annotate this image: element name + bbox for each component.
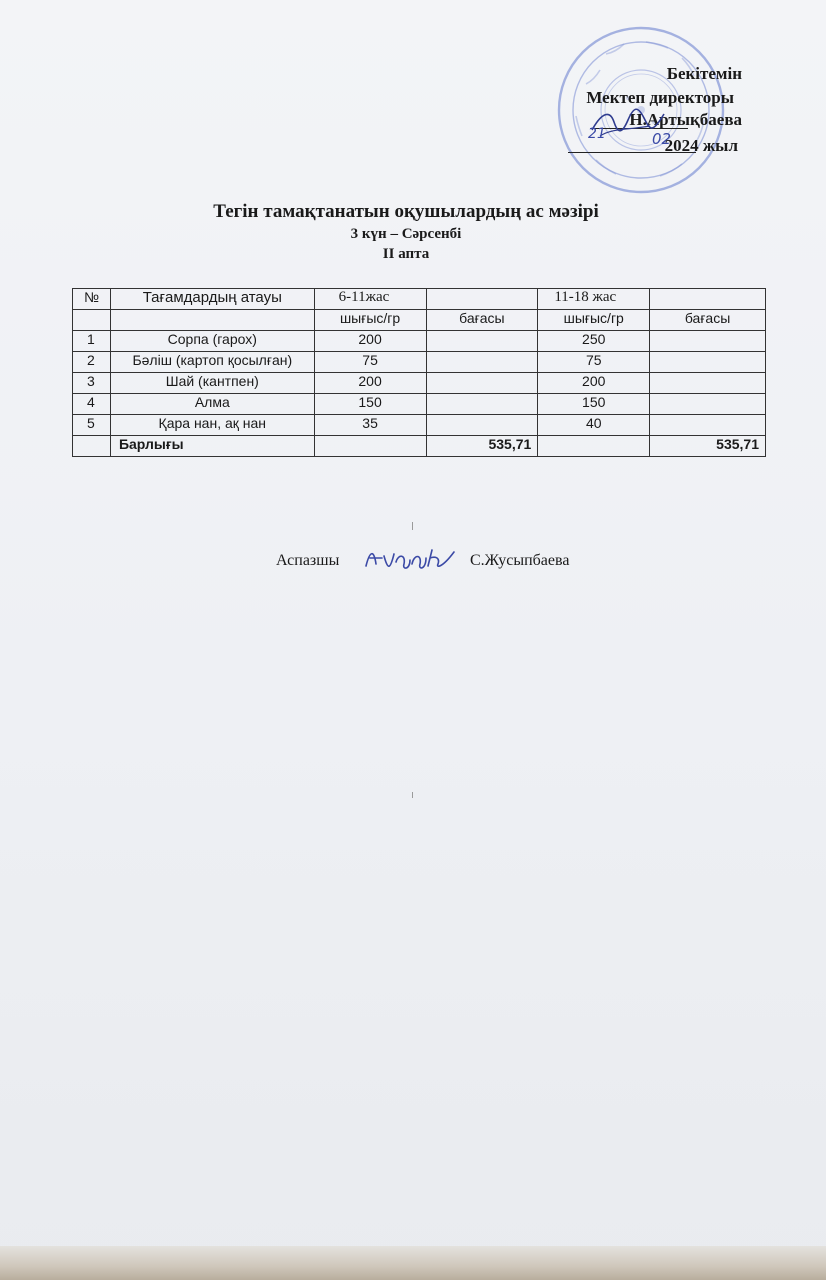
table-row	[73, 394, 766, 415]
director-name: Н.Артықбаева	[629, 110, 742, 129]
week-label: II апта	[382, 246, 430, 262]
subheader-price-2: бағасы	[650, 310, 766, 331]
total-price-2: 535,71	[650, 436, 766, 457]
subheader-empty-cell	[73, 310, 111, 331]
total-price-1: 535,71	[426, 436, 538, 457]
header-number: №	[73, 289, 111, 310]
total-empty-cell	[314, 436, 426, 457]
row-price-1	[426, 415, 538, 436]
table-header-row	[73, 289, 766, 310]
row-dish-name: Шай (кантпен)	[110, 373, 314, 394]
row-quantity-1: 35	[314, 415, 426, 436]
total-label: Барлығы	[110, 436, 314, 457]
row-quantity-2: 40	[538, 415, 650, 436]
menu-table	[72, 288, 766, 457]
row-price-1	[426, 352, 538, 373]
table-row	[73, 373, 766, 394]
row-number: 4	[73, 394, 111, 415]
approval-date-month: 02	[652, 130, 672, 148]
approval-title: Бекітемін	[666, 64, 742, 83]
row-dish-name: Бәліш (картоп қосылған)	[110, 352, 314, 373]
row-dish-name: Алма	[110, 394, 314, 415]
cook-role-label: Аспазшы	[276, 552, 340, 569]
row-price-2	[650, 352, 766, 373]
row-price-1	[426, 331, 538, 352]
row-quantity-2: 150	[538, 394, 650, 415]
row-number: 1	[73, 331, 111, 352]
paper-edge	[0, 1246, 826, 1280]
row-quantity-2: 250	[538, 331, 650, 352]
header-dish-name: Тағамдардың атауы	[110, 289, 314, 310]
cook-signature	[360, 540, 460, 580]
table-total-row	[73, 436, 766, 457]
row-number: 5	[73, 415, 111, 436]
row-price-2	[650, 415, 766, 436]
row-quantity-1: 200	[314, 331, 426, 352]
subheader-empty-cell	[110, 310, 314, 331]
row-price-2	[650, 331, 766, 352]
document-header	[0, 200, 826, 264]
total-empty-cell	[538, 436, 650, 457]
row-number: 3	[73, 373, 111, 394]
row-price-2	[650, 394, 766, 415]
day-label: 3 күн – Сәрсенбі	[350, 226, 462, 242]
row-number: 2	[73, 352, 111, 373]
paper-mark	[412, 792, 413, 798]
total-empty-cell	[73, 436, 111, 457]
row-price-1	[426, 394, 538, 415]
subheader-quantity-2: шығыс/гр	[538, 310, 650, 331]
row-quantity-1: 75	[314, 352, 426, 373]
row-price-1	[426, 373, 538, 394]
table-subheader-row	[73, 310, 766, 331]
row-quantity-1: 200	[314, 373, 426, 394]
row-dish-name: Сорпа (гарох)	[110, 331, 314, 352]
paper-mark	[412, 522, 413, 530]
approval-position: Мектеп директоры	[586, 88, 734, 107]
subheader-price-1: бағасы	[426, 310, 538, 331]
row-price-2	[650, 373, 766, 394]
approval-year: 2024 жыл	[664, 136, 738, 155]
document-title: Тегін тамақтанатын оқушылардың ас мәзірі	[213, 201, 599, 222]
table-row	[73, 331, 766, 352]
row-dish-name: Қара нан, ақ нан	[110, 415, 314, 436]
header-empty-cell	[650, 289, 766, 310]
table-row	[73, 352, 766, 373]
cook-name: С.Жусыпбаева	[470, 552, 570, 569]
header-empty-cell	[426, 289, 538, 310]
row-quantity-2: 200	[538, 373, 650, 394]
table-row	[73, 415, 766, 436]
header-age-group-2: 11-18 жас	[538, 289, 650, 310]
approval-date-day: 21	[588, 126, 606, 142]
subheader-quantity-1: шығыс/гр	[314, 310, 426, 331]
row-quantity-1: 150	[314, 394, 426, 415]
header-age-group-1: 6-11жас	[314, 289, 426, 310]
row-quantity-2: 75	[538, 352, 650, 373]
